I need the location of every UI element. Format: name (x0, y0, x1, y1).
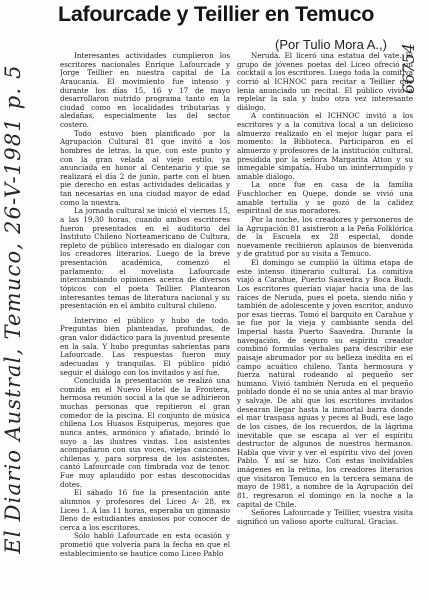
handwritten-source-note: El Diario Austral, Temuco, 26-V-1981 p. 5 (1, 64, 25, 554)
article-headline: Lafourcade y Teillier en Temuco (58, 2, 375, 26)
paragraph: Por la noche, los creadores y personeros de la Agrupación 81 asistieron a la Peña Folklórica de la Escuela ex 28 especial, donde nuevamente recibieron aplausos de bienvenida y de gratitud por su visita a Temuco. (237, 214, 413, 259)
paragraph: Intervino el público y hubo de todo. Preguntas bien planteadas, profundas, de gran valor didáctico para la juventud presente en la sala. Y hubo preguntas sabrientas para Lafourcade. Las respuestas fueron muy adecuadas y tranquilas. El público pidió seguir el diálogo con los invitados y así fue. (60, 315, 230, 377)
paragraph: Señores Lafourcade y Teillier, vuestra visita significó un valioso aporte cultural. Gracias. (237, 508, 413, 526)
article-column-left (60, 52, 230, 600)
paragraph: A continuación el ICHNOC invitó a los escritores y a la comitiva local a un delicioso almuerzo realizado en el mejor lugar para el momento: la Biblioteca. Participaron en el almuerzo y profesores de la institución cultural, presidida por la señora Margarita Atton y su inmegable simpatía. Hubo un ininterrumpido y amable diálogo. (237, 111, 413, 181)
article-column-right (237, 52, 413, 600)
paragraph: La once fue en casa de la familia Fuschlocher en Quepe, donde se vivió una amable tertulia y se gozó de la calidez espiritual de sus moradores. (237, 180, 413, 216)
paragraph: Sólo habló Lafourcade en esta ocasión y prometió que volvería para la fecha en que el establecimiento se bautice como Liceo Pablo (60, 531, 230, 558)
paragraph: El domingo se cumplió la última etapa de este intenso itinerario cultural. La comitiva viajó a Carahue, Puerto Saavedra y Boca Budi. Los escritores querían viajar hacia una de las raíces de Neruda, pues el poeta, siendo niño y también de adolescente y joven escritor, anduvo por esas tierras. Tomó el barquito en Carahue y se fue por la vieja y cambiante senda del Imperial hasta Puerto Saavedra. Durante la navegación, de seguro su espíritu creador combinó formulas verbales para describir ese paisaje abrumador por su belleza inédita en el campo acuático chileno. Tanta hermosura y fuerza natural rodeando al pequeño ser humano. Vivió también Neruda en el pequeño poblado donde él no se unía antes al mar bravío y salvaje. De ahí que los escritores invitados desearan llegar hasta la inmortal barra donde el mar traspasa aguas y peces al Budi, ese lago de los cisnes, de los recuerdos, de la lágrima inevitable que se escapa al ver el espíritu destructor de algunos de nuestros hermanos. Habla que vivir y ver el espíritu vivo del joven Pablo. Y así se hizo. Con estas inolvidables imágenes en la retina, los creadores literarios que visitaron Temuco en la tercera semana de mayo de 1981, a nombre de la Agrupación del 81, regresaron el domingo en la noche a la capital de Chile. (237, 258, 413, 509)
article-byline: (Por Tulio Mora A.,) (275, 37, 387, 52)
handwritten-archive-number: 66754 (399, 43, 418, 94)
paragraph: La jornada cultural se inició el viernes 15, a las 19,30 horas, cuando ambos escritores fueron presentados en el auditorio del Instituto Chileno Norteamericano de Cultura, repleto de público interesado en dialogar con los creadores literarios. Luego de la breve presentación académica, comenzó el parlamento: el novelista Lafourcade intercambiando opiniones acerca de diversos tópicos con el poeta Teillier. Plantearon interesantes temas de literatura nacional y su presentación en el ámbito cultural chileno. (60, 206, 230, 311)
paragraph: Interesantes actividades cumplieron los escritores nacionales Enrique Lafourcade y Jorge Teillier en nuestra capital de La Araucanía. El movimiento fue intenso y durante los días 15, 16 y 17 de mayo desarrollaron nutrido programa tanto en la ciudad como en localidades tributarias y aledañas, especialmente las del sector costero. (60, 52, 230, 129)
paragraph: Todo estuvo bien planificado por la Agrupación Cultural 81 que invitó a los hombres de letras, la que, con este punto y con la gran velada al viejo estilo, ya anunciada en honor al Centenario y que se realizará el día 2 de junio, parte con el buen pie derecho en estas actividades delicadas y tan necesarias en una ciudad mayor de edad como la nuestra. (60, 128, 230, 207)
paragraph: El sábado 16 fue la presentación ante alumnos y profesores del Liceo A- 28, ex Liceo 1. A las 11 horas, esperaba un gimnasio lleno de estudiantes ansiosos por conocer de cerca a los escritores. (60, 488, 230, 532)
paragraph: Neruda. El liceró una estatua del vate. El grupo de jóvenes poetas del Liceo ofreció un cocktail a los escritores. Luego toda la comitiva corrió al ICHNOC para recitar a Teillier que lenia anunciado un recital. El público vivió a replelar la sala y hubo otra vez interesante diálogo. (237, 52, 413, 112)
paragraph: Concluida la presentación se realizó una comida en el Nuevo Hotel de la Frontera, hermosa reunión social a la que se adhirieron muchas personas que repitieron el gran comedor de la piscina. El conjunto de música chilena Los Huasos Esquiperus, mejores que nunca antes, armónico y afiatado, brindó lo suyo a las ilustres visitas. Los asistentes acompañaron con sus voces, viejas canciones chilenas y, para sorpresa de los asistentes, cantó Lafourcade con timbrada voz de tenor. Fue muy aplaudido por estas desconocidas dotes. (60, 376, 230, 489)
